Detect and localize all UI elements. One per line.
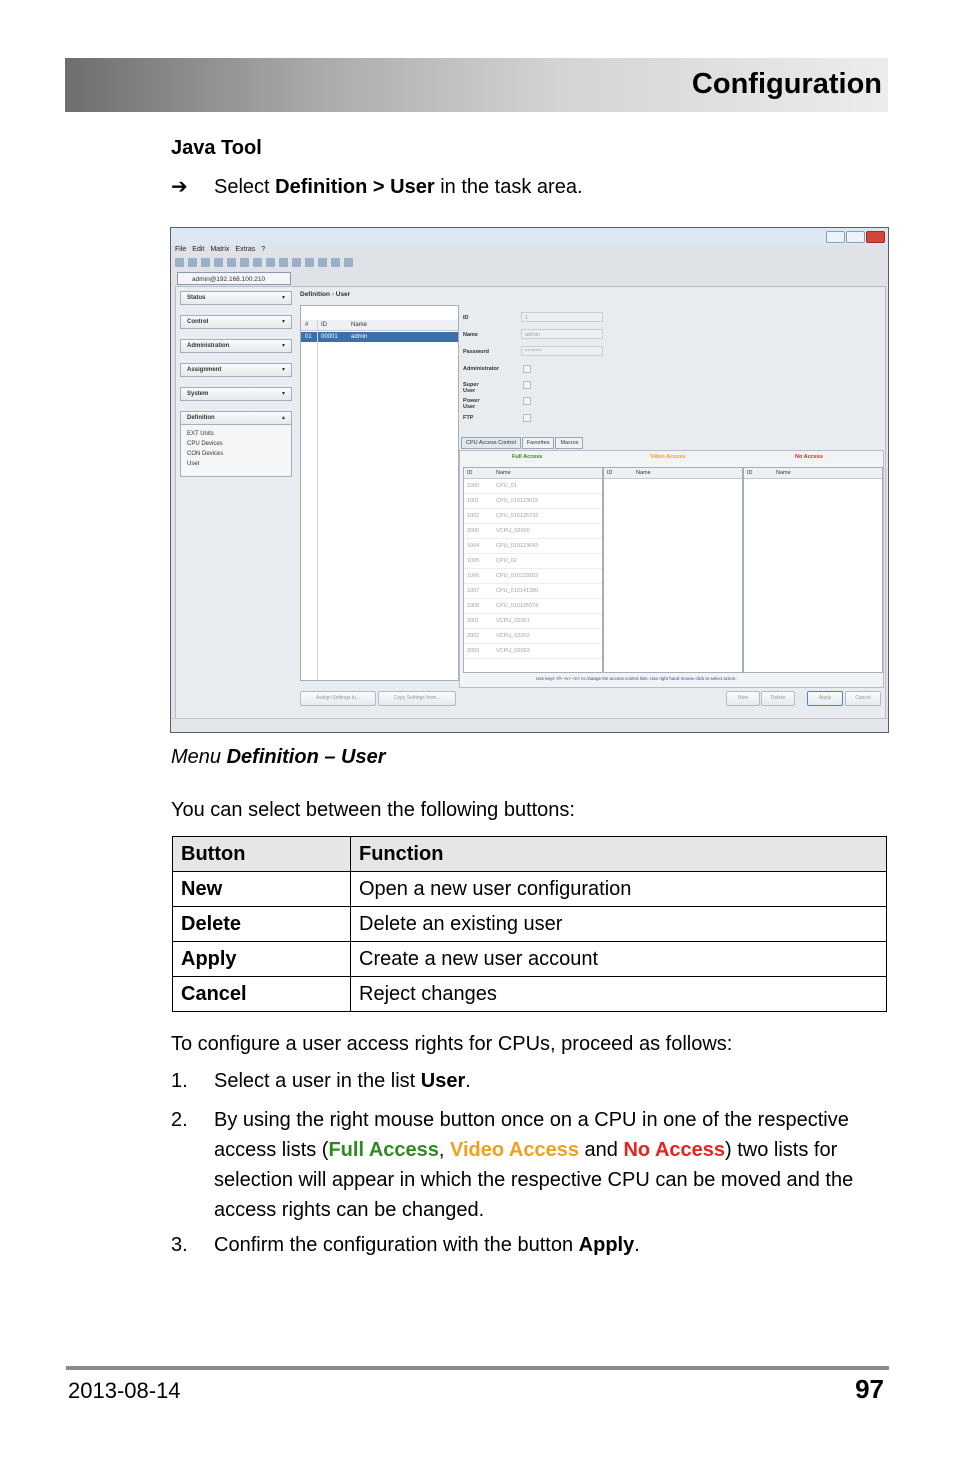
cpu-name: CPU_010135374 bbox=[496, 603, 539, 609]
table-row[interactable] bbox=[301, 332, 458, 342]
no-access-list[interactable] bbox=[743, 467, 883, 673]
list-item[interactable] bbox=[464, 569, 602, 584]
administrator-checkbox[interactable] bbox=[523, 365, 531, 373]
tab-macros[interactable]: Macros bbox=[555, 437, 583, 449]
window-titlebar bbox=[171, 228, 888, 245]
cpu-id: 2003 bbox=[467, 648, 480, 654]
cpu-id: 1000 bbox=[467, 483, 480, 489]
cut-icon[interactable] bbox=[227, 258, 236, 267]
list-item[interactable] bbox=[464, 614, 602, 629]
download-icon[interactable] bbox=[305, 258, 314, 267]
step-text bbox=[214, 1105, 894, 1225]
step-number: 1. bbox=[171, 1070, 188, 1092]
copy-settings-button[interactable]: Copy Settings from... bbox=[378, 691, 456, 706]
cpu-id: 1004 bbox=[467, 543, 480, 549]
section-title: Java Tool bbox=[171, 137, 262, 159]
list-item[interactable] bbox=[464, 554, 602, 569]
page-title: Configuration bbox=[691, 68, 882, 100]
list-item[interactable] bbox=[464, 494, 602, 509]
disconnect-icon[interactable] bbox=[279, 258, 288, 267]
table-row bbox=[173, 942, 887, 977]
user-list-header bbox=[301, 320, 458, 331]
step-bold: Apply bbox=[578, 1234, 635, 1256]
step-number: 3. bbox=[171, 1234, 188, 1256]
delete-button[interactable]: Delete bbox=[761, 691, 795, 706]
video-access-list[interactable] bbox=[603, 467, 743, 673]
footer-divider bbox=[66, 1366, 889, 1370]
list-item[interactable] bbox=[464, 524, 602, 539]
nav-definition[interactable] bbox=[180, 411, 292, 425]
chip-icon[interactable] bbox=[331, 258, 340, 267]
hint-text: Use keys <f> <v> <n> to change the access control lists. Use right hand mouse click to select action. bbox=[536, 676, 737, 681]
col-id: ID bbox=[321, 322, 327, 328]
menu-extras[interactable]: Extras bbox=[235, 246, 256, 253]
step-text-end: in the task area. bbox=[434, 176, 583, 198]
cell-function: Create a new user account bbox=[351, 942, 887, 977]
col-name: Name bbox=[776, 470, 791, 476]
step-bold: Definition > User bbox=[275, 176, 435, 198]
list-item[interactable] bbox=[464, 479, 602, 494]
check-icon[interactable] bbox=[344, 258, 353, 267]
cell-id: 00001 bbox=[321, 334, 338, 340]
step-prefix: Confirm the configuration with the button bbox=[214, 1234, 579, 1256]
connection-tab[interactable]: admin@192.168.100.210 bbox=[177, 272, 291, 285]
nav-label: Definition bbox=[187, 415, 215, 421]
col-id: ID bbox=[747, 470, 753, 476]
list-item[interactable] bbox=[464, 584, 602, 599]
checkbox-label: Super User bbox=[463, 382, 479, 394]
cpu-id: 1005 bbox=[467, 558, 480, 564]
chevron-down-icon: ▾ bbox=[281, 367, 285, 373]
cpu-id: 1001 bbox=[467, 498, 480, 504]
cpu-name: CPU_010123615 bbox=[496, 498, 539, 504]
cpu-id: 1007 bbox=[467, 588, 480, 594]
cpu-name: CPU_010129202 bbox=[496, 573, 539, 579]
super-user-checkbox[interactable] bbox=[523, 381, 531, 389]
nav-administration[interactable] bbox=[180, 339, 292, 353]
page-number: 97 bbox=[855, 1374, 884, 1404]
list-header bbox=[744, 468, 882, 479]
open-icon[interactable] bbox=[188, 258, 197, 267]
nav-label: System bbox=[187, 391, 209, 397]
no-access-label: No Access bbox=[795, 454, 823, 460]
id-field[interactable]: 1 bbox=[521, 312, 603, 322]
copy-icon[interactable] bbox=[240, 258, 249, 267]
sub-user[interactable]: User bbox=[187, 461, 200, 467]
col-id: ID bbox=[607, 470, 613, 476]
cpu-id: 2001 bbox=[467, 618, 480, 624]
access-control-area bbox=[459, 450, 884, 688]
intro-paragraph: You can select between the following buttons: bbox=[171, 799, 575, 821]
paste-icon[interactable] bbox=[253, 258, 262, 267]
menu-file[interactable]: File bbox=[175, 246, 187, 253]
tab-cpu-access-control[interactable]: CPU Access Control bbox=[461, 437, 521, 449]
step-suffix: . bbox=[465, 1070, 471, 1092]
col-id: ID bbox=[467, 470, 473, 476]
refresh-icon[interactable] bbox=[214, 258, 223, 267]
status-bar bbox=[171, 718, 888, 732]
cell-function: Open a new user configuration bbox=[351, 872, 887, 907]
table-header-row bbox=[173, 837, 887, 872]
video-access-label: Video Access bbox=[650, 454, 686, 460]
list-header bbox=[464, 468, 602, 479]
col-number: # bbox=[305, 322, 309, 328]
full-access-list[interactable] bbox=[463, 467, 603, 673]
separator: , bbox=[438, 1139, 451, 1161]
step-prefix: Select a user in the list bbox=[214, 1070, 421, 1092]
col-name: Name bbox=[496, 470, 511, 476]
checkbox-label: Administrator bbox=[463, 366, 500, 372]
chevron-down-icon: ▾ bbox=[281, 343, 285, 349]
step-suffix: . bbox=[634, 1234, 640, 1256]
list-item[interactable] bbox=[464, 629, 602, 644]
caption-prefix: Menu bbox=[171, 746, 227, 768]
separator: and bbox=[578, 1139, 624, 1161]
document-icon[interactable] bbox=[318, 258, 327, 267]
full-access-label: Full Access bbox=[512, 454, 543, 460]
prop-label: ID bbox=[463, 315, 469, 321]
chevron-up-icon: ▴ bbox=[281, 415, 285, 421]
menu-edit[interactable]: Edit bbox=[192, 246, 205, 253]
new-icon[interactable] bbox=[175, 258, 184, 267]
main-area bbox=[175, 286, 886, 719]
chevron-down-icon: ▾ bbox=[281, 391, 285, 397]
nav-system[interactable] bbox=[180, 387, 292, 401]
connect-icon[interactable] bbox=[266, 258, 275, 267]
no-access-text: No Access bbox=[623, 1139, 726, 1161]
cell-name: admin bbox=[351, 334, 368, 340]
cpu-name: CPU_02 bbox=[496, 558, 517, 564]
cpu-name: VCPU_02001 bbox=[496, 618, 530, 624]
upload-icon[interactable] bbox=[292, 258, 301, 267]
list-item[interactable] bbox=[464, 509, 602, 524]
cpu-id: 1006 bbox=[467, 573, 480, 579]
ftp-checkbox[interactable] bbox=[523, 414, 531, 422]
header-bar bbox=[65, 58, 888, 112]
col-name: Name bbox=[351, 322, 368, 328]
video-access-text: Video Access bbox=[450, 1139, 579, 1161]
toolbar bbox=[175, 258, 353, 267]
nav-label: Administration bbox=[187, 343, 230, 349]
prop-label: Password bbox=[463, 349, 489, 355]
cpu-name: VCPU_02003 bbox=[496, 648, 530, 654]
cpu-name: VCPU_02002 bbox=[496, 633, 530, 639]
menu-matrix[interactable]: Matrix bbox=[210, 246, 230, 253]
step-text bbox=[214, 1066, 894, 1096]
chevron-down-icon: ▾ bbox=[281, 295, 285, 301]
cell-function: Reject changes bbox=[351, 977, 887, 1012]
step-number: 2. bbox=[171, 1109, 188, 1131]
panel-title: Definition - User bbox=[300, 291, 351, 298]
figure-caption bbox=[171, 746, 386, 769]
save-icon[interactable] bbox=[201, 258, 210, 267]
procedure-intro: To configure a user access rights for CPUs, proceed as follows: bbox=[171, 1033, 733, 1055]
divider bbox=[317, 320, 318, 680]
cancel-button[interactable]: Cancel bbox=[845, 691, 881, 706]
cell-button: Apply bbox=[173, 942, 351, 977]
list-header bbox=[604, 468, 742, 479]
nav-assignment[interactable] bbox=[180, 363, 292, 377]
list-item[interactable] bbox=[464, 539, 602, 554]
cpu-name: CPU_01 bbox=[496, 483, 517, 489]
cell-button: Cancel bbox=[173, 977, 351, 1012]
nav-status[interactable] bbox=[180, 291, 292, 305]
nav-control[interactable] bbox=[180, 315, 292, 329]
step-text bbox=[214, 1230, 894, 1260]
sub-con-devices[interactable]: CON Devices bbox=[187, 451, 224, 457]
instruction-step bbox=[171, 174, 583, 199]
sub-ext-units[interactable]: EXT Units bbox=[187, 431, 214, 437]
user-list[interactable] bbox=[300, 305, 459, 681]
header-button: Button bbox=[173, 837, 351, 872]
header-function: Function bbox=[351, 837, 887, 872]
cpu-id: 2000 bbox=[467, 528, 480, 534]
tab-favorites[interactable]: Favorites bbox=[522, 437, 555, 449]
tab-bar bbox=[461, 437, 583, 449]
full-access-text: Full Access bbox=[328, 1139, 439, 1161]
assign-settings-button[interactable]: Assign Settings to... bbox=[300, 691, 376, 706]
name-field[interactable]: admin bbox=[521, 329, 603, 339]
chevron-down-icon: ▾ bbox=[281, 319, 285, 325]
definition-submenu bbox=[180, 425, 292, 477]
cell-button: New bbox=[173, 872, 351, 907]
step-bold: User bbox=[420, 1070, 466, 1092]
apply-button[interactable]: Apply bbox=[807, 691, 843, 706]
step-prefix: By using the right mouse button once on a CPU in one of the respective access lists ( bbox=[214, 1109, 849, 1161]
cpu-name: CPU_010135792 bbox=[496, 513, 539, 519]
navigation-panel bbox=[180, 291, 292, 477]
nav-label: Status bbox=[187, 295, 206, 301]
menu-help[interactable]: ? bbox=[261, 246, 266, 253]
step-suffix: ) two lists for selection will appear in which the respective CPU can be moved and the access rights can be changed. bbox=[214, 1139, 854, 1221]
sub-cpu-devices[interactable]: CPU Devices bbox=[187, 441, 223, 447]
cpu-id: 2002 bbox=[467, 633, 480, 639]
caption-bold: Definition – User bbox=[226, 746, 386, 768]
password-field[interactable]: ******** bbox=[521, 346, 603, 356]
arrow-icon: ➔ bbox=[171, 176, 188, 198]
close-icon[interactable] bbox=[866, 231, 885, 243]
footer-date: 2013-08-14 bbox=[68, 1378, 181, 1403]
list-item[interactable] bbox=[464, 599, 602, 614]
cell-function: Delete an existing user bbox=[351, 907, 887, 942]
minimize-icon[interactable] bbox=[826, 231, 845, 243]
nav-label: Assignment bbox=[187, 367, 222, 373]
application-screenshot bbox=[170, 227, 889, 733]
menubar bbox=[175, 246, 265, 253]
checkbox-label: Power User bbox=[463, 398, 480, 410]
buttons-table bbox=[172, 836, 887, 1012]
definition-panel bbox=[300, 287, 882, 717]
cell-button: Delete bbox=[173, 907, 351, 942]
cpu-id: 1002 bbox=[467, 513, 480, 519]
prop-label: Name bbox=[463, 332, 478, 338]
cpu-id: 1008 bbox=[467, 603, 480, 609]
col-name: Name bbox=[636, 470, 651, 476]
checkbox-label: FTP bbox=[463, 415, 474, 421]
cpu-name: VCPU_02000 bbox=[496, 528, 530, 534]
cell-number: 01 bbox=[305, 334, 312, 340]
table-row bbox=[173, 872, 887, 907]
nav-label: Control bbox=[187, 319, 209, 325]
maximize-icon[interactable] bbox=[846, 231, 865, 243]
cpu-name: CPU_010123643 bbox=[496, 543, 539, 549]
cpu-name: CPU_010141380 bbox=[496, 588, 539, 594]
power-user-checkbox[interactable] bbox=[523, 397, 531, 405]
table-row bbox=[173, 977, 887, 1012]
step-text: Select bbox=[214, 176, 276, 198]
list-item[interactable] bbox=[464, 644, 602, 659]
table-row bbox=[173, 907, 887, 942]
new-button[interactable]: New bbox=[726, 691, 760, 706]
